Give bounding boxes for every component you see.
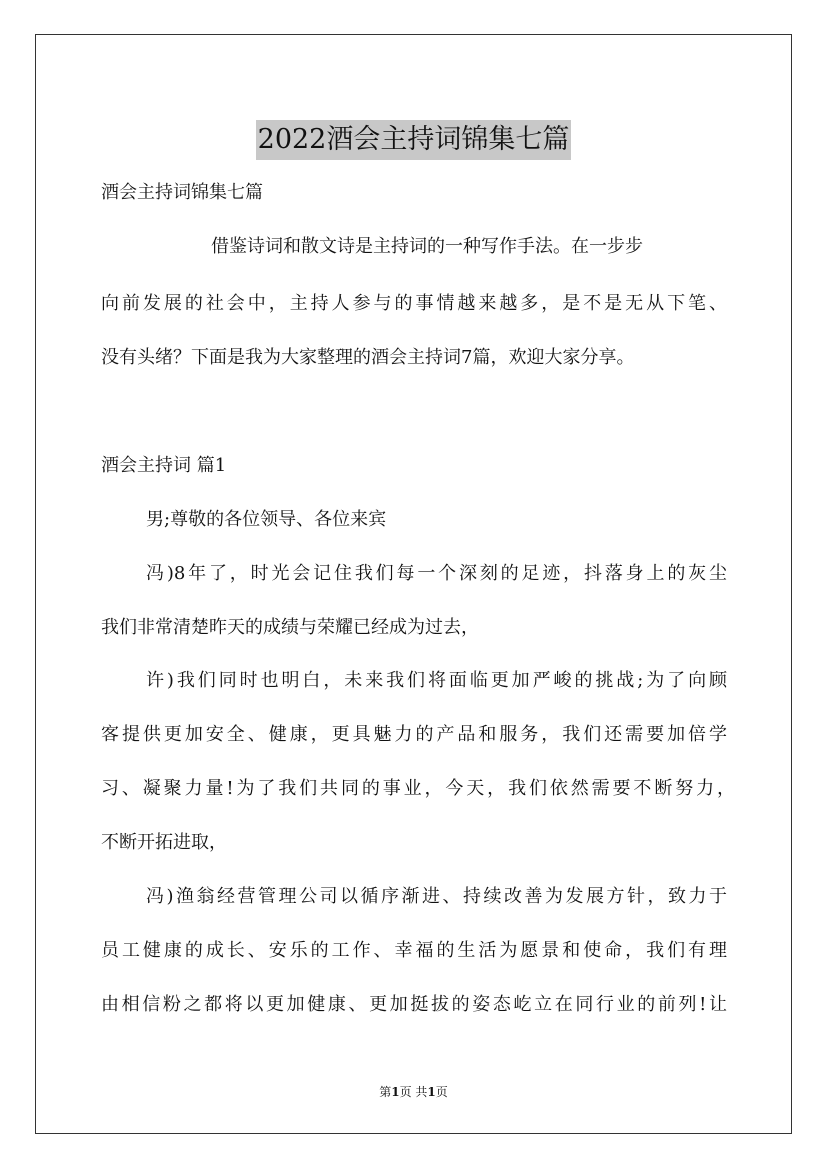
body-line: 习、凝聚力量!为了我们共同的事业，今天，我们依然需要不断努力， — [101, 778, 735, 799]
page-suffix: 页 — [435, 1085, 448, 1099]
body-line: 我们非常清楚昨天的成绩与荣耀已经成为过去， — [101, 617, 479, 638]
title-wrapper — [0, 102, 827, 178]
body-line: 由相信粉之都将以更加健康、更加挺拔的姿态屹立在同行业的前列!让 — [101, 994, 727, 1015]
intro-line: 没有头绪？下面是我为大家整理的酒会主持词7篇，欢迎大家分享。 — [101, 347, 635, 368]
body-line: 员工健康的成长、安乐的工作、幸福的生活为愿景和使命，我们有理 — [101, 940, 727, 961]
body-line: 许)我们同时也明白，未来我们将面临更加严峻的挑战;为了向顾 — [146, 670, 727, 691]
body-line: 冯)渔翁经营管理公司以循序渐进、持续改善为发展方针，致力于 — [146, 886, 727, 907]
body-line: 不断开拓进取， — [101, 832, 227, 853]
body-line: 男;尊敬的各位领导、各位来宾 — [146, 509, 387, 530]
body-line: 冯)8年了，时光会记住我们每一个深刻的足迹，抖落身上的灰尘 — [146, 563, 727, 584]
page-total: 1 — [427, 1085, 436, 1099]
intro-line: 向前发展的社会中，主持人参与的事情越来越多，是不是无从下笔、 — [101, 293, 727, 314]
section-heading: 酒会主持词 篇1 — [101, 455, 227, 476]
page-prefix: 第 — [379, 1085, 392, 1099]
document-title: 2022酒会主持词锦集七篇 — [256, 120, 572, 160]
intro-line: 借鉴诗词和散文诗是主持词的一种写作手法。在一步步 — [211, 236, 643, 257]
page-current: 1 — [391, 1085, 400, 1099]
body-line: 客提供更加安全、健康，更具魅力的产品和服务，我们还需要加倍学 — [101, 724, 727, 745]
page-footer — [0, 1084, 827, 1100]
page-mid: 页 共 — [399, 1085, 428, 1099]
document-subtitle: 酒会主持词锦集七篇 — [101, 182, 263, 203]
